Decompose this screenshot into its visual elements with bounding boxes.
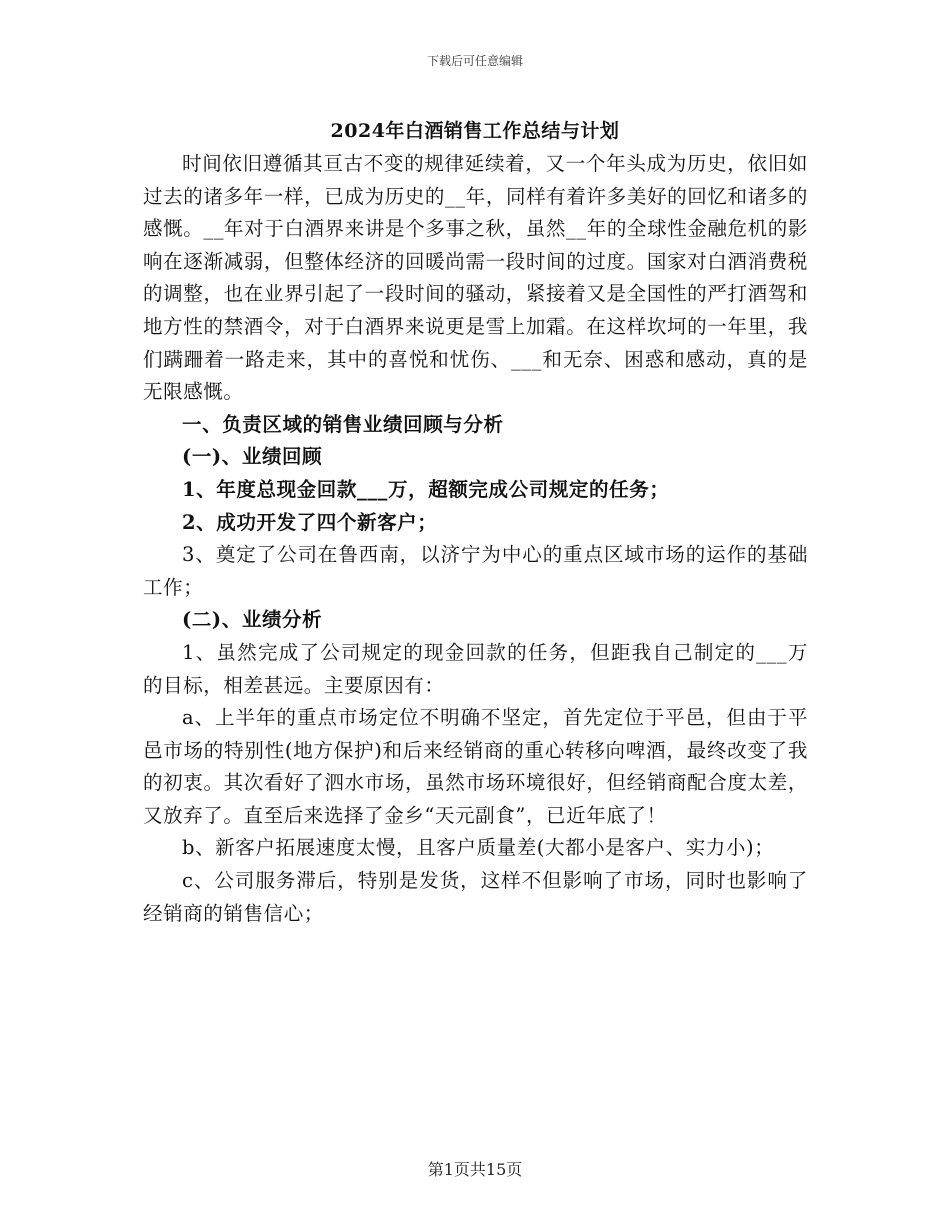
page-footer: 第1页共15页 (427, 1160, 523, 1179)
document-title: 2024年白酒销售工作总结与计划 (330, 120, 620, 142)
intro-paragraph: 时间依旧遵循其亘古不变的规律延续着，又一个年头成为历史，依旧如过去的诸多年一样，已成为历史的__年，同样有着许多美好的回忆和诸多的感慨。__年对于白酒界来讲是个多事之秋，虽然__年的全球性金融危机的影响在逐渐减弱，但整体经济的回暖尚需一段时间的过度。国家对白酒消费税的调整，也在业界引起了一段时间的骚动，紧接着又是全国性的严打酒驾和地方性的禁酒令，对于白酒界来说更是雪上加霜。在这样坎坷的一年里，我们蹒跚着一路走来，其中的喜悦和忧伤、___和无奈、困惑和感动，真的是无限感慨。 (143, 152, 808, 404)
analysis-paragraph-1: 1、虽然完成了公司规定的现金回款的任务，但距我自己制定的___万的目标，相差甚远。主要原因有： (143, 640, 808, 697)
analysis-item-b: b、新客户拓展速度太慢，且客户质量差(大都小是客户、实力小)； (182, 836, 775, 860)
list-item-2: 2、成功开发了四个新客户； (182, 510, 438, 534)
list-item-1: 1、年度总现金回款___万，超额完成公司规定的任务； (182, 477, 670, 501)
document-body (143, 148, 808, 930)
section-heading-1: 一、负责区域的销售业绩回顾与分析 (182, 412, 504, 436)
list-item-3: 3、奠定了公司在鲁西南，以济宁为中心的重点区域市场的运作的基础工作； (143, 543, 808, 599)
analysis-item-a: a、上半年的重点市场定位不明确不坚定，首先定位于平邑，但由于平邑市场的特别性(地方保护)和后来经销商的重心转移向啤酒，最终改变了我的初衷。其次看好了泗水市场，虽然市场环境很好，但经销商配合度太差，又放弃了。直至后来选择了金乡“天元副食”，已近年底了！ (143, 706, 808, 827)
subsection-heading-analysis: (二)、业绩分析 (182, 608, 323, 632)
page-header-note: 下载后可任意编辑 (426, 54, 523, 68)
analysis-item-c: c、公司服务滞后，特别是发货，这样不但影响了市场，同时也影响了经销商的销售信心； (143, 869, 808, 925)
subsection-heading-review: (一)、业绩回顾 (182, 445, 323, 469)
